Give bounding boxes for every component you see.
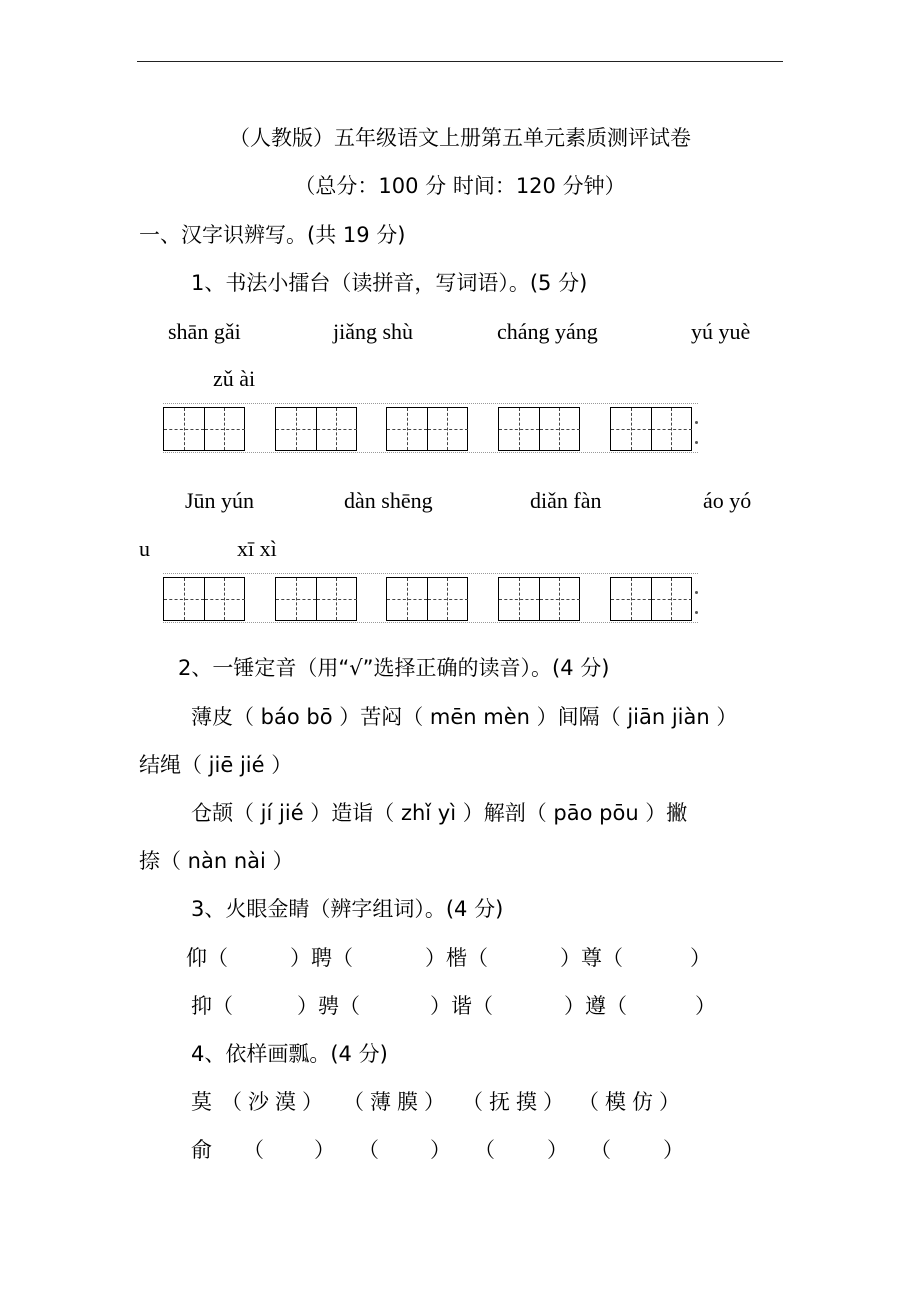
q4-cell: ） <box>547 1138 568 1162</box>
q1-pinyin-3: cháng yáng <box>497 319 598 344</box>
writing-box[interactable] <box>498 577 580 621</box>
writing-box[interactable] <box>610 577 692 621</box>
writing-grid-row-1 <box>163 407 698 453</box>
q3-cell: ）谐（ <box>430 994 493 1018</box>
writing-grid-row-2 <box>163 577 698 623</box>
q4-cell: （ <box>474 1138 495 1162</box>
q3-cell: ） <box>695 994 716 1018</box>
q3-cell: ）楷（ <box>425 946 488 970</box>
q3-label: 3、火眼金睛（辨字组词）。(4 分) <box>191 897 504 921</box>
writing-box[interactable] <box>610 407 692 451</box>
q3-cell: 仰（ <box>186 946 228 970</box>
q1-pinyin-1: shān gǎi <box>168 319 241 344</box>
q4-cell: ） <box>430 1138 451 1162</box>
q3-cell: ）尊（ <box>560 946 623 970</box>
q4-cell: 俞 <box>191 1138 212 1162</box>
q3-cell: ）骋（ <box>297 994 360 1018</box>
header-rule <box>137 61 783 62</box>
q3-cell: 抑（ <box>191 994 233 1018</box>
q2-line-1a: 薄皮（ báo bō ）苦闷（ mēn mèn ）间隔（ jiān jiàn ） <box>191 705 738 729</box>
q1-pinyin-9: áo yó <box>703 488 752 513</box>
writing-box[interactable] <box>386 407 468 451</box>
q1-pinyin-6: Jūn yún <box>185 488 255 513</box>
q1-pinyin-10: u <box>139 536 150 561</box>
q1-pinyin-7: dàn shēng <box>344 488 433 513</box>
q1-pinyin-5: zǔ ài <box>213 366 256 391</box>
q4-cell: （模仿） <box>578 1090 686 1114</box>
q1-label: 1、书法小擂台（读拼音，写词语）。(5 分) <box>191 271 588 295</box>
writing-box[interactable] <box>163 577 245 621</box>
q3-cell: ）遵（ <box>564 994 627 1018</box>
q1-pinyin-2: jiǎng shù <box>333 319 414 344</box>
q2-label: 2、一锤定音（用“√”选择正确的读音）。(4 分) <box>178 656 610 680</box>
q4-cell: （沙漠） <box>221 1090 329 1114</box>
section-heading: 一、汉字识辨写。(共 19 分) <box>139 223 406 247</box>
q2-line-2a: 仓颉（ jí jié ）造诣（ zhǐ yì ）解剖（ pāo pōu ）撇 <box>191 801 688 825</box>
q4-cell: （ <box>243 1138 264 1162</box>
q2-line-1b: 结绳（ jiē jié ） <box>139 753 293 777</box>
q4-cell: （ <box>358 1138 379 1162</box>
q1-pinyin-11: xī xì <box>237 536 277 561</box>
q4-cell: （ <box>590 1138 611 1162</box>
writing-box[interactable] <box>386 577 468 621</box>
q1-pinyin-4: yú yuè <box>691 319 751 344</box>
q3-cell: ） <box>690 946 711 970</box>
q4-cell: （薄膜） <box>343 1090 451 1114</box>
q4-cell: （抚摸） <box>462 1090 570 1114</box>
writing-box[interactable] <box>275 577 357 621</box>
writing-box[interactable] <box>163 407 245 451</box>
q3-cell: ）聘（ <box>290 946 353 970</box>
page-subtitle: （总分：100 分 时间：120 分钟） <box>294 174 626 198</box>
q2-line-2b: 捺（ nàn nài ） <box>139 849 294 873</box>
q1-pinyin-8: diǎn fàn <box>530 488 602 513</box>
page-title: （人教版）五年级语文上册第五单元素质测评试卷 <box>229 126 691 150</box>
writing-box[interactable] <box>275 407 357 451</box>
q4-cell: 莫 <box>191 1090 218 1114</box>
writing-box[interactable] <box>498 407 580 451</box>
q4-cell: ） <box>663 1138 684 1162</box>
q4-label: 4、依样画瓢。(4 分) <box>191 1042 388 1066</box>
q4-cell: ） <box>314 1138 335 1162</box>
